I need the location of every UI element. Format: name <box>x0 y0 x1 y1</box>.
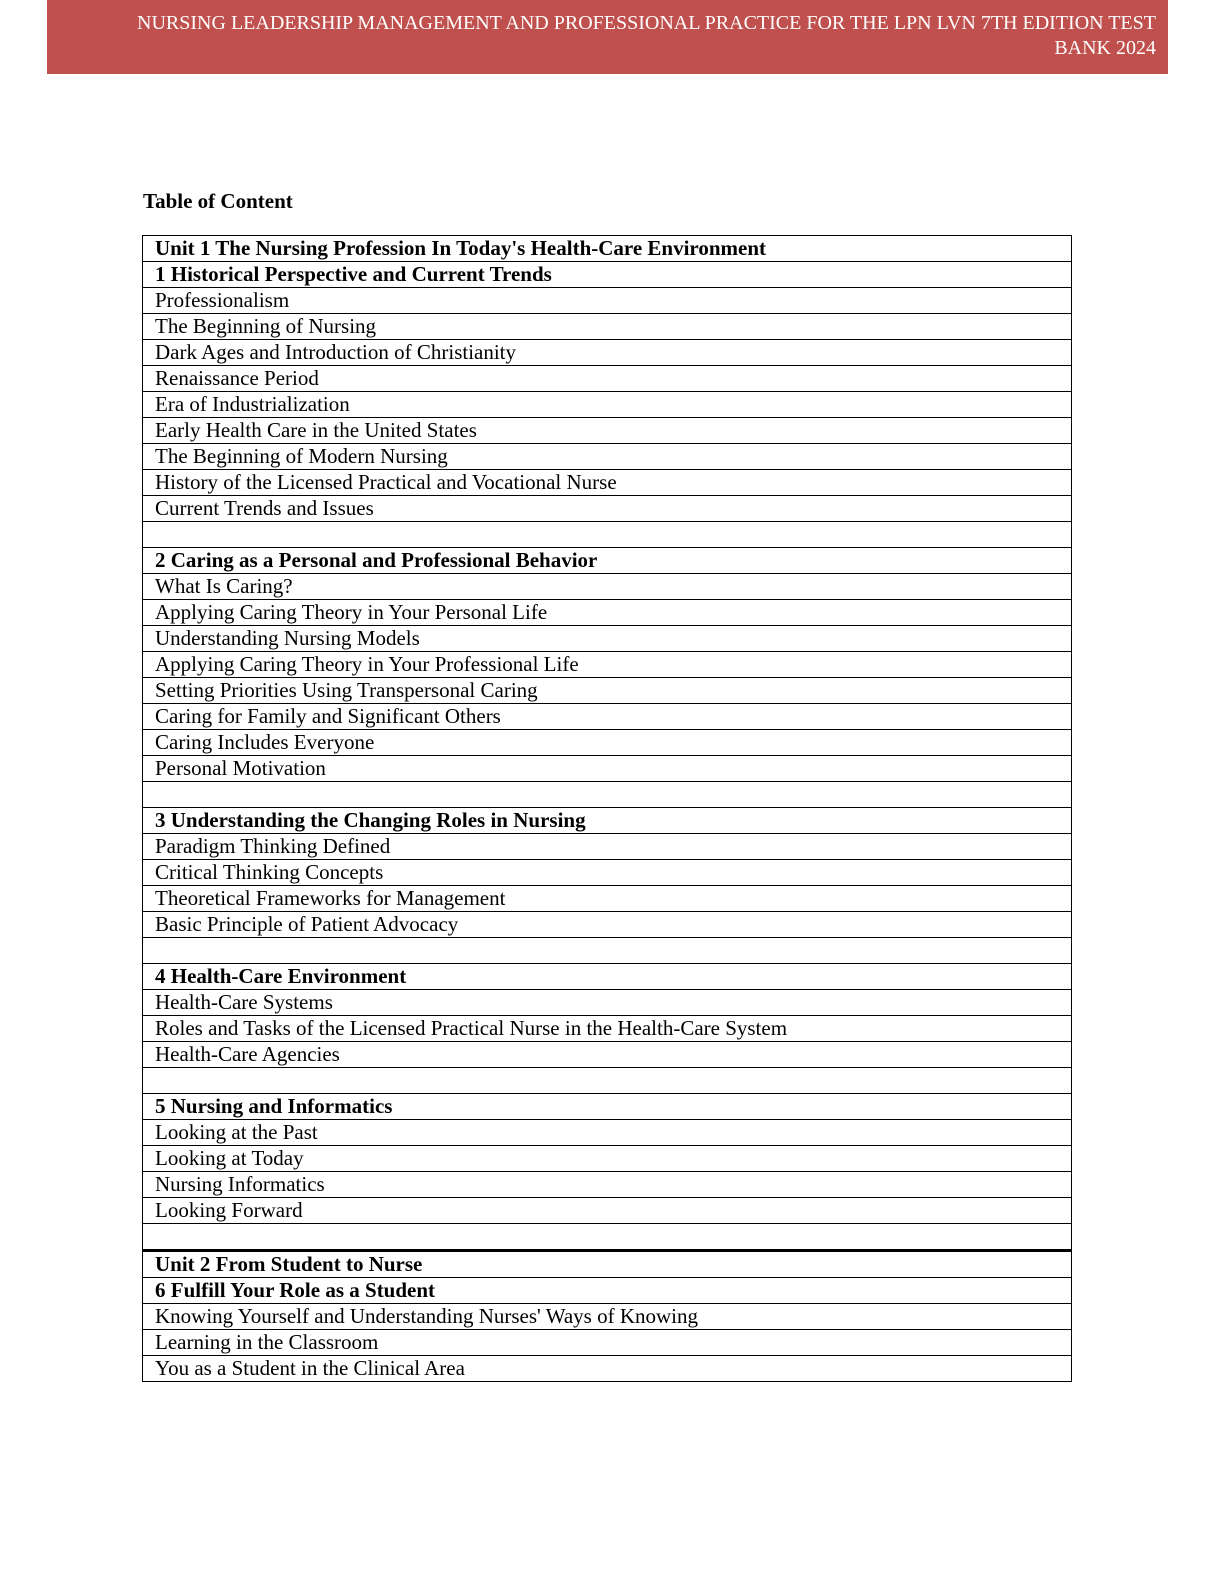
toc-row-topic <box>143 1016 1072 1042</box>
toc-row-topic <box>143 418 1072 444</box>
toc-entry-topic: Renaissance Period <box>143 366 1072 392</box>
toc-row-topic <box>143 860 1072 886</box>
toc-row-topic <box>143 1120 1072 1146</box>
toc-row-topic <box>143 366 1072 392</box>
toc-row-topic <box>143 756 1072 782</box>
toc-entry-blank <box>143 522 1072 548</box>
toc-row-chapter <box>143 1278 1072 1304</box>
toc-entry-topic: Caring for Family and Significant Others <box>143 704 1072 730</box>
toc-entry-topic: Caring Includes Everyone <box>143 730 1072 756</box>
toc-entry-topic: What Is Caring? <box>143 574 1072 600</box>
toc-row-topic <box>143 314 1072 340</box>
toc-entry-topic: Applying Caring Theory in Your Professional Life <box>143 652 1072 678</box>
toc-row-blank <box>143 1068 1072 1094</box>
toc-row-unit <box>143 1251 1072 1278</box>
toc-entry-topic: Roles and Tasks of the Licensed Practical Nurse in the Health-Care System <box>143 1016 1072 1042</box>
toc-entry-topic: Looking at the Past <box>143 1120 1072 1146</box>
toc-row-blank <box>143 782 1072 808</box>
toc-entry-topic: Health-Care Systems <box>143 990 1072 1016</box>
toc-row-topic <box>143 288 1072 314</box>
toc-entry-blank <box>143 1068 1072 1094</box>
toc-row-topic <box>143 626 1072 652</box>
toc-row-topic <box>143 704 1072 730</box>
toc-row-topic <box>143 392 1072 418</box>
toc-entry-topic: Nursing Informatics <box>143 1172 1072 1198</box>
toc-entry-chapter: 2 Caring as a Personal and Professional Behavior <box>143 548 1072 574</box>
toc-entry-topic: History of the Licensed Practical and Vocational Nurse <box>143 470 1072 496</box>
toc-row-blank <box>143 522 1072 548</box>
toc-entry-topic: Dark Ages and Introduction of Christianity <box>143 340 1072 366</box>
toc-row-topic <box>143 1304 1072 1330</box>
header-title-line-2: BANK 2024 <box>1054 37 1156 59</box>
toc-row-topic <box>143 600 1072 626</box>
toc-entry-topic: Professionalism <box>143 288 1072 314</box>
toc-row-topic <box>143 990 1072 1016</box>
toc-entry-topic: Theoretical Frameworks for Management <box>143 886 1072 912</box>
toc-row-topic <box>143 1172 1072 1198</box>
toc-entry-chapter: 4 Health-Care Environment <box>143 964 1072 990</box>
toc-entry-topic: Critical Thinking Concepts <box>143 860 1072 886</box>
toc-entry-topic: Looking Forward <box>143 1198 1072 1224</box>
toc-entry-topic: Current Trends and Issues <box>143 496 1072 522</box>
toc-entry-unit: Unit 1 The Nursing Profession In Today's Health-Care Environment <box>143 236 1072 262</box>
toc-row-topic <box>143 652 1072 678</box>
toc-entry-topic: The Beginning of Modern Nursing <box>143 444 1072 470</box>
toc-row-topic <box>143 444 1072 470</box>
toc-row-chapter <box>143 808 1072 834</box>
toc-row-topic <box>143 470 1072 496</box>
toc-entry-topic: Health-Care Agencies <box>143 1042 1072 1068</box>
toc-heading: Table of Content <box>143 189 293 213</box>
toc-entry-blank <box>143 782 1072 808</box>
toc-entry-topic: Era of Industrialization <box>143 392 1072 418</box>
toc-entry-topic: Understanding Nursing Models <box>143 626 1072 652</box>
toc-row-topic <box>143 340 1072 366</box>
toc-row-topic <box>143 834 1072 860</box>
toc-row-topic <box>143 730 1072 756</box>
toc-body <box>143 236 1072 1382</box>
toc-row-topic <box>143 1356 1072 1382</box>
toc-entry-topic: Learning in the Classroom <box>143 1330 1072 1356</box>
toc-row-chapter <box>143 1094 1072 1120</box>
toc-entry-topic: The Beginning of Nursing <box>143 314 1072 340</box>
toc-row-topic <box>143 574 1072 600</box>
toc-row-topic <box>143 1330 1072 1356</box>
toc-row-chapter <box>143 964 1072 990</box>
header-title-line-1: NURSING LEADERSHIP MANAGEMENT AND PROFESSIONAL PRACTICE FOR THE LPN LVN 7TH EDITION TEST <box>137 12 1156 34</box>
toc-row-topic <box>143 1198 1072 1224</box>
toc-entry-topic: Early Health Care in the United States <box>143 418 1072 444</box>
toc-entry-unit: Unit 2 From Student to Nurse <box>143 1251 1072 1278</box>
toc-entry-topic: Personal Motivation <box>143 756 1072 782</box>
toc-row-chapter <box>143 548 1072 574</box>
toc-row-blank <box>143 1224 1072 1251</box>
toc-row-topic <box>143 886 1072 912</box>
toc-table <box>142 235 1072 1382</box>
toc-entry-topic: Applying Caring Theory in Your Personal Life <box>143 600 1072 626</box>
toc-entry-topic: Basic Principle of Patient Advocacy <box>143 912 1072 938</box>
toc-row-topic <box>143 912 1072 938</box>
toc-entry-topic: Knowing Yourself and Understanding Nurses' Ways of Knowing <box>143 1304 1072 1330</box>
toc-entry-blank <box>143 938 1072 964</box>
toc-row-blank <box>143 938 1072 964</box>
toc-row-topic <box>143 678 1072 704</box>
toc-entry-blank <box>143 1224 1072 1251</box>
toc-row-topic <box>143 1146 1072 1172</box>
toc-entry-topic: Paradigm Thinking Defined <box>143 834 1072 860</box>
header-banner <box>47 0 1168 74</box>
toc-row-chapter <box>143 262 1072 288</box>
toc-row-topic <box>143 1042 1072 1068</box>
toc-entry-topic: Setting Priorities Using Transpersonal Caring <box>143 678 1072 704</box>
toc-entry-chapter: 3 Understanding the Changing Roles in Nursing <box>143 808 1072 834</box>
toc-entry-chapter: 5 Nursing and Informatics <box>143 1094 1072 1120</box>
toc-row-unit <box>143 236 1072 262</box>
toc-entry-chapter: 1 Historical Perspective and Current Trends <box>143 262 1072 288</box>
toc-entry-topic: You as a Student in the Clinical Area <box>143 1356 1072 1382</box>
toc-row-topic <box>143 496 1072 522</box>
toc-entry-chapter: 6 Fulfill Your Role as a Student <box>143 1278 1072 1304</box>
toc-entry-topic: Looking at Today <box>143 1146 1072 1172</box>
